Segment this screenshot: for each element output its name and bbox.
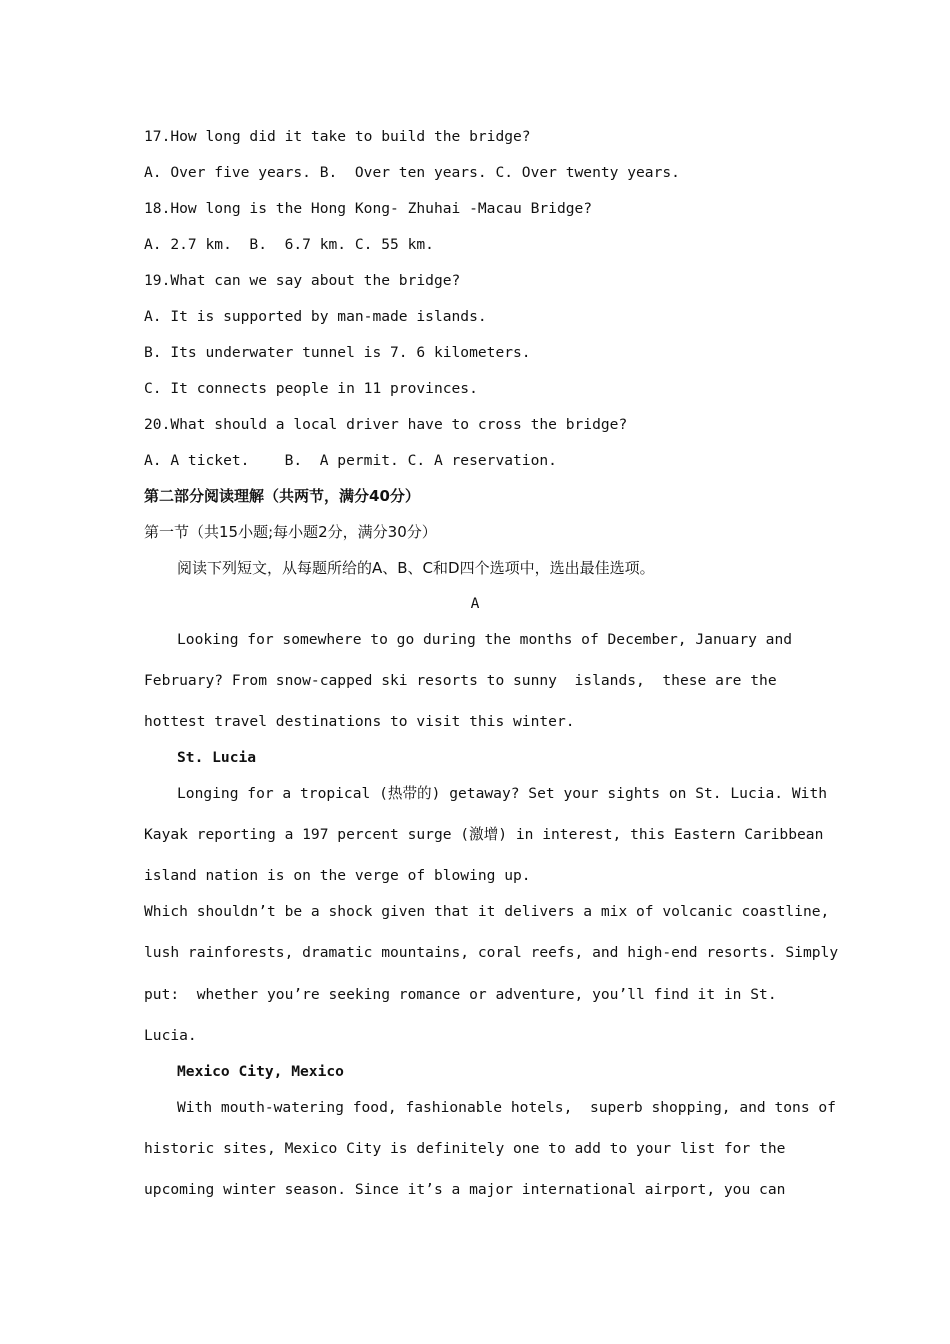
question-18-stem: 18.How long is the Hong Kong- Zhuhai -Macau Bridge?: [144, 200, 593, 217]
section-subtitle: 第一节（共15小题;每小题2分，满分30分）: [144, 523, 437, 541]
heading-st-lucia: St. Lucia: [177, 749, 257, 766]
intro-line-1: Looking for somewhere to go during the months of December, January and: [177, 631, 793, 648]
question-19-option-a: A. It is supported by man-made islands.: [144, 308, 487, 325]
st-lucia-line-6: put: whether you’re seeking romance or adventure, you’ll find it in St.: [144, 986, 777, 1003]
intro-line-2: February? From snow-capped ski resorts to sunny islands, these are the: [144, 672, 777, 689]
section-instruction: 阅读下列短文，从每题所给的A、B、C和D四个选项中，选出最佳选项。: [177, 559, 655, 577]
question-17-stem: 17.How long did it take to build the bridge?: [144, 128, 531, 145]
mexico-line-2: historic sites, Mexico City is definitely one to add to your list for the: [144, 1140, 786, 1157]
st-lucia-line-1: Longing for a tropical (热带的) getaway? Set your sights on St. Lucia. With: [177, 785, 828, 802]
question-20-stem: 20.What should a local driver have to cross the bridge?: [144, 416, 628, 433]
st-lucia-line-2: Kayak reporting a 197 percent surge (激增) in interest, this Eastern Caribbean: [144, 826, 824, 843]
question-19-option-b: B. Its underwater tunnel is 7. 6 kilometers.: [144, 344, 531, 361]
st-lucia-line-4: Which shouldn’t be a shock given that it delivers a mix of volcanic coastline,: [144, 903, 830, 920]
question-19-stem: 19.What can we say about the bridge?: [144, 272, 461, 289]
passage-label: A: [470, 595, 480, 612]
intro-line-3: hottest travel destinations to visit this winter.: [144, 713, 575, 730]
heading-mexico-city: Mexico City, Mexico: [177, 1063, 344, 1080]
question-19-option-c: C. It connects people in 11 provinces.: [144, 380, 478, 397]
st-lucia-line-3: island nation is on the verge of blowing up.: [144, 867, 531, 884]
question-18-options: A. 2.7 km. B. 6.7 km. C. 55 km.: [144, 236, 434, 253]
mexico-line-3: upcoming winter season. Since it’s a major international airport, you can: [144, 1181, 786, 1198]
st-lucia-line-7: Lucia.: [144, 1027, 197, 1044]
section-title: 第二部分阅读理解（共两节，满分40分）: [144, 487, 420, 505]
question-17-options: A. Over five years. B. Over ten years. C. Over twenty years.: [144, 164, 680, 181]
mexico-line-1: With mouth-watering food, fashionable hotels, superb shopping, and tons of: [177, 1099, 836, 1116]
st-lucia-line-5: lush rainforests, dramatic mountains, coral reefs, and high-end resorts. Simply: [144, 944, 839, 961]
question-20-options: A. A ticket. B. A permit. C. A reservation.: [144, 452, 557, 469]
